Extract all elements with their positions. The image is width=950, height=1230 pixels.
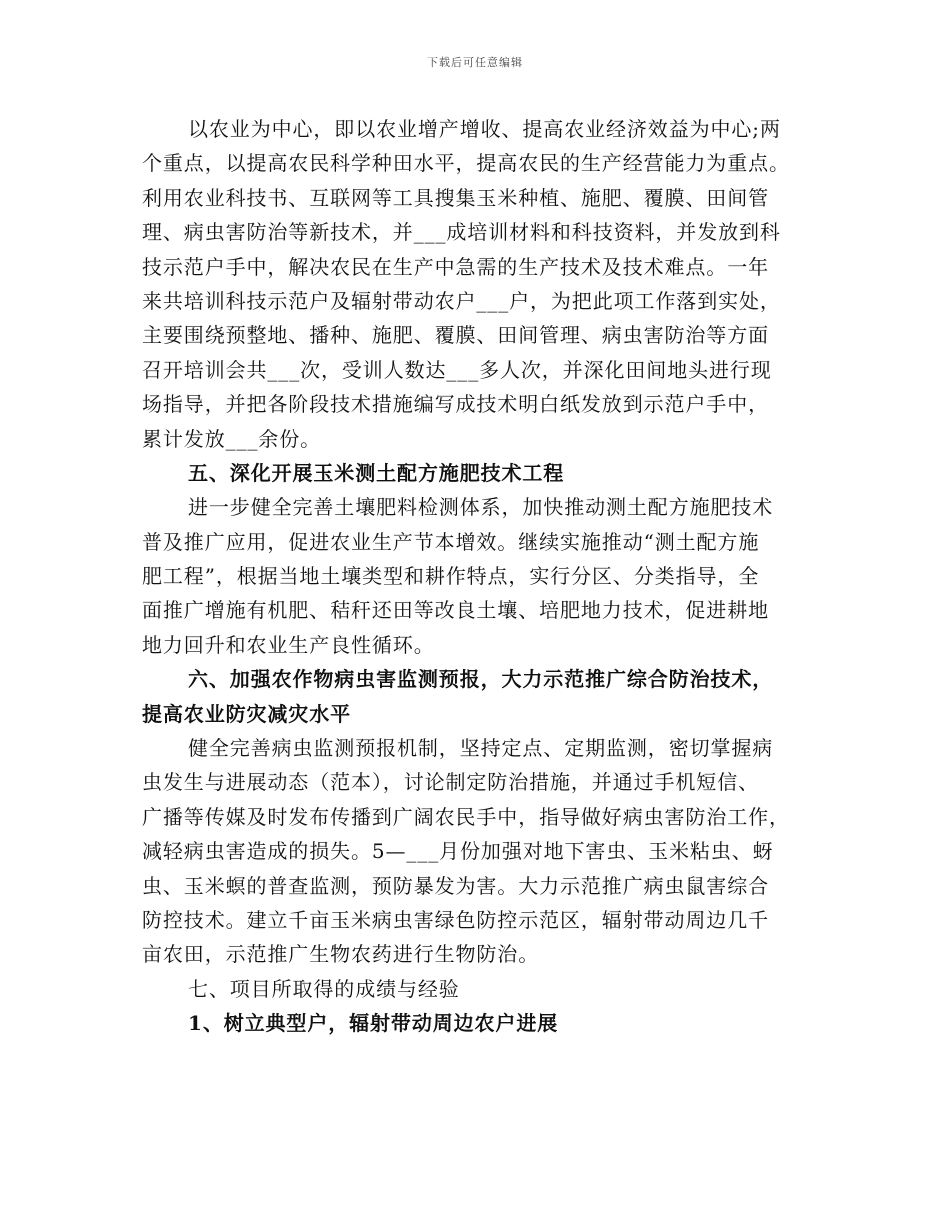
text-line: 普及推广应用，促进农业生产节本增效。继续实施推动“测土配方施 (142, 529, 760, 554)
text-line: 虫、玉米螟的普查监测，预防暴发为害。大力示范推广病虫鼠害综合 (142, 873, 769, 898)
text-line: 亩农田，示范推广生物农药进行生物防治。 (142, 942, 540, 967)
text-line: 广播等传媒及时发布传播到广阔农民手中，指导做好病虫害防治工作， (142, 804, 790, 829)
text-line: 减轻病虫害造成的损失。5—___月份加强对地下害虫、玉米粘虫、蚜 (142, 839, 774, 864)
text-line: 健全完善病虫监测预报机制，坚持定点、定期监测，密切掌握病 (188, 736, 774, 761)
section-heading-line: 提高农业防灾减灾水平 (142, 701, 351, 726)
text-line: 理、病虫害防治等新技术，并___成培训材料和科技资料，并发放到科 (142, 220, 781, 245)
text-line: 地力回升和农业生产良性循环。 (142, 632, 435, 657)
text-line: 来共培训科技示范户及辐射带动农户___户，为把此项工作落到实处， (142, 288, 781, 313)
text-line: 累计发放___余份。 (142, 426, 321, 451)
text-line: 防控技术。建立千亩玉米病虫害绿色防控示范区，辐射带动周边几千 (142, 907, 769, 932)
text-line: 主要围绕预整地、播种、施肥、覆膜、田间管理、病虫害防治等方面 (142, 323, 769, 348)
text-line: 进一步健全完善土壤肥料检测体系，加快推动测土配方施肥技术 (188, 495, 774, 520)
text-line: 肥工程”，根据当地土壤类型和耕作特点，实行分区、分类指导，全 (142, 564, 760, 589)
section-heading-line: 1、树立典型户，辐射带动周边农户进展 (188, 1011, 559, 1036)
text-line: 场指导，并把各阶段技术措施编写成技术明白纸发放到示范户手中， (142, 392, 769, 417)
section-heading-line: 五、深化开展玉米测土配方施肥技术工程 (188, 460, 565, 485)
page-header: 下载后可任意编辑 (427, 56, 523, 69)
text-line: 七、项目所取得的成绩与经验 (188, 976, 460, 1001)
text-line: 个重点，以提高农民科学种田水平，提高农民的生产经营能力为重点。 (142, 151, 790, 176)
text-line: 以农业为中心，即以农业增产增收、提高农业经济效益为中心;两 (188, 117, 781, 141)
document-body (142, 112, 822, 1041)
text-line: 召开培训会共___次，受训人数达___多人次，并深化田间地头进行现 (142, 357, 772, 382)
text-line: 利用农业科技书、互联网等工具搜集玉米种植、施肥、覆膜、田间管 (142, 185, 769, 210)
text-line: 面推广增施有机肥、秸秆还田等改良土壤、培肥地力技术，促进耕地 (142, 598, 769, 623)
text-line: 技示范户手中，解决农民在生产中急需的生产技术及技术难点。一年 (142, 254, 769, 279)
text-line: 虫发生与进展动态（范本），讨论制定防治措施，并通过手机短信、 (142, 770, 759, 795)
section-heading-line: 六、加强农作物病虫害监测预报，大力示范推广综合防治技术， (188, 667, 774, 692)
